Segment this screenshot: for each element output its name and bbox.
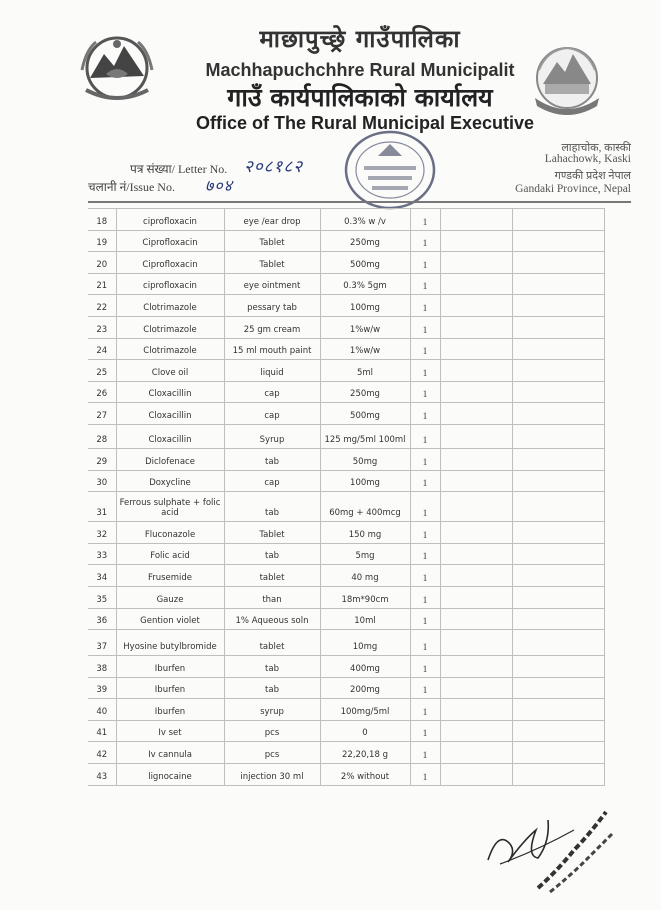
strength-cell: 400mg bbox=[320, 656, 410, 678]
strength-cell: 0 bbox=[320, 720, 410, 742]
serial-number-cell: 20 bbox=[88, 252, 116, 274]
empty-cell bbox=[440, 677, 512, 699]
serial-number-cell: 22 bbox=[88, 295, 116, 317]
medicine-name-cell: Iv set bbox=[116, 720, 224, 742]
dosage-form-cell: Syrup bbox=[224, 424, 320, 448]
empty-cell bbox=[440, 492, 512, 522]
medicine-name-cell: Fluconazole bbox=[116, 522, 224, 544]
address-en-1: Lahachowk, Kaski bbox=[544, 153, 631, 165]
empty-cell bbox=[512, 677, 604, 699]
strength-cell: 10mg bbox=[320, 630, 410, 656]
strength-cell: 5ml bbox=[320, 360, 410, 382]
medicine-name-cell: Iv cannula bbox=[116, 742, 224, 764]
empty-cell bbox=[512, 586, 604, 608]
empty-cell bbox=[440, 316, 512, 338]
dosage-form-cell: injection 30 ml bbox=[224, 764, 320, 786]
strength-cell: 125 mg/5ml 100ml bbox=[320, 424, 410, 448]
dosage-form-cell: liquid bbox=[224, 360, 320, 382]
empty-cell bbox=[440, 522, 512, 544]
dosage-form-cell: than bbox=[224, 586, 320, 608]
medicine-name-cell: Frusemide bbox=[116, 565, 224, 587]
table-row bbox=[88, 586, 604, 608]
dosage-form-cell: Tablet bbox=[224, 230, 320, 252]
medicine-name-cell: Iburfen bbox=[116, 656, 224, 678]
empty-cell bbox=[512, 630, 604, 656]
empty-cell bbox=[512, 252, 604, 274]
serial-number-cell: 43 bbox=[88, 764, 116, 786]
dosage-form-cell: tab bbox=[224, 448, 320, 470]
serial-number-cell: 34 bbox=[88, 565, 116, 587]
quantity-cell: 1 bbox=[410, 273, 440, 295]
dosage-form-cell: cap bbox=[224, 403, 320, 425]
quantity-cell: 1 bbox=[410, 608, 440, 630]
serial-number-cell: 39 bbox=[88, 677, 116, 699]
medicine-name-cell: lignocaine bbox=[116, 764, 224, 786]
table-row bbox=[88, 316, 604, 338]
letter-number-value: २०८१८२ bbox=[244, 157, 304, 177]
empty-cell bbox=[440, 565, 512, 587]
table-row bbox=[88, 522, 604, 544]
quantity-cell: 1 bbox=[410, 699, 440, 721]
issue-number-value: ७०४ bbox=[205, 176, 233, 195]
empty-cell bbox=[512, 492, 604, 522]
strength-cell: 2% without bbox=[320, 764, 410, 786]
dosage-form-cell: tablet bbox=[224, 565, 320, 587]
quantity-cell: 1 bbox=[410, 252, 440, 274]
empty-cell bbox=[440, 424, 512, 448]
empty-cell bbox=[512, 656, 604, 678]
quantity-cell: 1 bbox=[410, 448, 440, 470]
empty-cell bbox=[512, 295, 604, 317]
dosage-form-cell: Tablet bbox=[224, 252, 320, 274]
quantity-cell: 1 bbox=[410, 295, 440, 317]
quantity-cell: 1 bbox=[410, 230, 440, 252]
quantity-cell: 1 bbox=[410, 360, 440, 382]
quantity-cell: 1 bbox=[410, 403, 440, 425]
medicine-name-cell: Clotrimazole bbox=[116, 316, 224, 338]
strength-cell: 100mg bbox=[320, 295, 410, 317]
serial-number-cell: 42 bbox=[88, 742, 116, 764]
empty-cell bbox=[440, 209, 512, 231]
quantity-cell: 1 bbox=[410, 338, 440, 360]
empty-cell bbox=[512, 448, 604, 470]
medicine-table bbox=[88, 208, 605, 786]
address-np-1: लाहाचोक, कास्की bbox=[561, 142, 631, 154]
table-row bbox=[88, 424, 604, 448]
empty-cell bbox=[440, 360, 512, 382]
empty-cell bbox=[440, 403, 512, 425]
strength-cell: 22,20,18 g bbox=[320, 742, 410, 764]
serial-number-cell: 38 bbox=[88, 656, 116, 678]
serial-number-cell: 35 bbox=[88, 586, 116, 608]
medicine-name-cell: Folic acid bbox=[116, 543, 224, 565]
serial-number-cell: 18 bbox=[88, 209, 116, 231]
dosage-form-cell: tab bbox=[224, 492, 320, 522]
serial-number-cell: 24 bbox=[88, 338, 116, 360]
table-row bbox=[88, 381, 604, 403]
strength-cell: 100mg bbox=[320, 470, 410, 492]
strength-cell: 200mg bbox=[320, 677, 410, 699]
dosage-form-cell: pessary tab bbox=[224, 295, 320, 317]
empty-cell bbox=[440, 448, 512, 470]
strength-cell: 500mg bbox=[320, 403, 410, 425]
dosage-form-cell: tab bbox=[224, 543, 320, 565]
table-row bbox=[88, 720, 604, 742]
table-row bbox=[88, 403, 604, 425]
dosage-form-cell: pcs bbox=[224, 742, 320, 764]
empty-cell bbox=[512, 230, 604, 252]
table-row bbox=[88, 209, 604, 231]
serial-number-cell: 27 bbox=[88, 403, 116, 425]
quantity-cell: 1 bbox=[410, 316, 440, 338]
strength-cell: 1%w/w bbox=[320, 338, 410, 360]
quantity-cell: 1 bbox=[410, 209, 440, 231]
medicine-name-cell: Clove oil bbox=[116, 360, 224, 382]
address-np-2: गण्डकी प्रदेश नेपाल bbox=[554, 170, 631, 182]
empty-cell bbox=[440, 656, 512, 678]
signature-icon bbox=[478, 800, 618, 895]
strength-cell: 500mg bbox=[320, 252, 410, 274]
serial-number-cell: 37 bbox=[88, 630, 116, 656]
table-row bbox=[88, 543, 604, 565]
quantity-cell: 1 bbox=[410, 424, 440, 448]
nepal-emblem-icon bbox=[76, 30, 158, 108]
medicine-name-cell: Gauze bbox=[116, 586, 224, 608]
strength-cell: 5mg bbox=[320, 543, 410, 565]
municipality-name-np: माछापुच्छ्रे गाउँपालिका bbox=[259, 24, 461, 53]
strength-cell: 150 mg bbox=[320, 522, 410, 544]
table-row bbox=[88, 295, 604, 317]
empty-cell bbox=[512, 699, 604, 721]
empty-cell bbox=[440, 699, 512, 721]
table-row bbox=[88, 273, 604, 295]
table-row bbox=[88, 764, 604, 786]
medicine-name-cell: ciprofloxacin bbox=[116, 273, 224, 295]
strength-cell: 250mg bbox=[320, 381, 410, 403]
quantity-cell: 1 bbox=[410, 656, 440, 678]
medicine-name-cell: ciprofloxacin bbox=[116, 209, 224, 231]
dosage-form-cell: tab bbox=[224, 656, 320, 678]
strength-cell: 40 mg bbox=[320, 565, 410, 587]
dosage-form-cell: 15 ml mouth paint bbox=[224, 338, 320, 360]
quantity-cell: 1 bbox=[410, 720, 440, 742]
quantity-cell: 1 bbox=[410, 586, 440, 608]
serial-number-cell: 19 bbox=[88, 230, 116, 252]
dosage-form-cell: pcs bbox=[224, 720, 320, 742]
quantity-cell: 1 bbox=[410, 381, 440, 403]
strength-cell: 10ml bbox=[320, 608, 410, 630]
medicine-name-cell: Cloxacillin bbox=[116, 403, 224, 425]
empty-cell bbox=[512, 608, 604, 630]
serial-number-cell: 32 bbox=[88, 522, 116, 544]
medicine-name-cell: Cloxacillin bbox=[116, 424, 224, 448]
table-row bbox=[88, 699, 604, 721]
table-row bbox=[88, 470, 604, 492]
dosage-form-cell: eye ointment bbox=[224, 273, 320, 295]
dosage-form-cell: cap bbox=[224, 470, 320, 492]
empty-cell bbox=[440, 295, 512, 317]
serial-number-cell: 28 bbox=[88, 424, 116, 448]
quantity-cell: 1 bbox=[410, 522, 440, 544]
quantity-cell: 1 bbox=[410, 492, 440, 522]
serial-number-cell: 21 bbox=[88, 273, 116, 295]
empty-cell bbox=[512, 316, 604, 338]
strength-cell: 250mg bbox=[320, 230, 410, 252]
serial-number-cell: 23 bbox=[88, 316, 116, 338]
dosage-form-cell: Tablet bbox=[224, 522, 320, 544]
table-row bbox=[88, 360, 604, 382]
empty-cell bbox=[512, 742, 604, 764]
empty-cell bbox=[440, 720, 512, 742]
dosage-form-cell: syrup bbox=[224, 699, 320, 721]
medicine-name-cell: Iburfen bbox=[116, 677, 224, 699]
medicine-name-cell: Ferrous sulphate + folic acid bbox=[116, 492, 224, 522]
serial-number-cell: 33 bbox=[88, 543, 116, 565]
strength-cell: 1%w/w bbox=[320, 316, 410, 338]
empty-cell bbox=[440, 470, 512, 492]
empty-cell bbox=[512, 470, 604, 492]
strength-cell: 0.3% w /v bbox=[320, 209, 410, 231]
table-row bbox=[88, 742, 604, 764]
empty-cell bbox=[512, 273, 604, 295]
dosage-form-cell: 1% Aqueous soln bbox=[224, 608, 320, 630]
issue-number-label: चलानी नं/Issue No. bbox=[88, 180, 175, 194]
dosage-form-cell: cap bbox=[224, 381, 320, 403]
header-divider bbox=[88, 201, 631, 203]
serial-number-cell: 36 bbox=[88, 608, 116, 630]
empty-cell bbox=[440, 586, 512, 608]
office-name-np: गाउँ कार्यपालिकाको कार्यालय bbox=[227, 83, 493, 112]
serial-number-cell: 26 bbox=[88, 381, 116, 403]
empty-cell bbox=[440, 764, 512, 786]
table-row bbox=[88, 448, 604, 470]
serial-number-cell: 31 bbox=[88, 492, 116, 522]
empty-cell bbox=[440, 338, 512, 360]
empty-cell bbox=[440, 273, 512, 295]
serial-number-cell: 41 bbox=[88, 720, 116, 742]
medicine-name-cell: Doxycline bbox=[116, 470, 224, 492]
dosage-form-cell: eye /ear drop bbox=[224, 209, 320, 231]
medicine-name-cell: Ciprofloxacin bbox=[116, 252, 224, 274]
table-row bbox=[88, 608, 604, 630]
dosage-form-cell: tab bbox=[224, 677, 320, 699]
medicine-name-cell: Gention violet bbox=[116, 608, 224, 630]
serial-number-cell: 30 bbox=[88, 470, 116, 492]
medicine-name-cell: Clotrimazole bbox=[116, 338, 224, 360]
empty-cell bbox=[512, 720, 604, 742]
empty-cell bbox=[512, 360, 604, 382]
medicine-name-cell: Iburfen bbox=[116, 699, 224, 721]
address-en-2: Gandaki Province, Nepal bbox=[515, 183, 631, 195]
empty-cell bbox=[512, 403, 604, 425]
office-name-en: Office of The Rural Municipal Executive bbox=[195, 113, 535, 133]
empty-cell bbox=[440, 630, 512, 656]
table-row bbox=[88, 630, 604, 656]
quantity-cell: 1 bbox=[410, 764, 440, 786]
strength-cell: 0.3% 5gm bbox=[320, 273, 410, 295]
empty-cell bbox=[440, 742, 512, 764]
medicine-name-cell: Diclofenace bbox=[116, 448, 224, 470]
empty-cell bbox=[512, 764, 604, 786]
serial-number-cell: 40 bbox=[88, 699, 116, 721]
medicine-name-cell: Cloxacillin bbox=[116, 381, 224, 403]
table-row bbox=[88, 252, 604, 274]
dosage-form-cell: 25 gm cream bbox=[224, 316, 320, 338]
table-row bbox=[88, 230, 604, 252]
strength-cell: 100mg/5ml bbox=[320, 699, 410, 721]
medicine-name-cell: Clotrimazole bbox=[116, 295, 224, 317]
serial-number-cell: 29 bbox=[88, 448, 116, 470]
quantity-cell: 1 bbox=[410, 742, 440, 764]
medicine-name-cell: Hyosine butylbromide bbox=[116, 630, 224, 656]
quantity-cell: 1 bbox=[410, 543, 440, 565]
quantity-cell: 1 bbox=[410, 565, 440, 587]
table-row bbox=[88, 338, 604, 360]
empty-cell bbox=[512, 565, 604, 587]
empty-cell bbox=[440, 608, 512, 630]
quantity-cell: 1 bbox=[410, 630, 440, 656]
serial-number-cell: 25 bbox=[88, 360, 116, 382]
strength-cell: 60mg + 400mcg bbox=[320, 492, 410, 522]
empty-cell bbox=[440, 543, 512, 565]
empty-cell bbox=[512, 338, 604, 360]
strength-cell: 18m*90cm bbox=[320, 586, 410, 608]
empty-cell bbox=[440, 230, 512, 252]
letter-number-label: पत्र संख्या/ Letter No. bbox=[130, 162, 228, 176]
empty-cell bbox=[512, 209, 604, 231]
dosage-form-cell: tablet bbox=[224, 630, 320, 656]
table-row bbox=[88, 677, 604, 699]
strength-cell: 50mg bbox=[320, 448, 410, 470]
empty-cell bbox=[512, 381, 604, 403]
table-row bbox=[88, 656, 604, 678]
table-row bbox=[88, 492, 604, 522]
empty-cell bbox=[440, 252, 512, 274]
empty-cell bbox=[512, 424, 604, 448]
quantity-cell: 1 bbox=[410, 677, 440, 699]
empty-cell bbox=[440, 381, 512, 403]
municipality-name-en: Machhapuchchhre Rural Municipalit bbox=[205, 60, 515, 80]
medicine-name-cell: Ciprofloxacin bbox=[116, 230, 224, 252]
table-row bbox=[88, 565, 604, 587]
empty-cell bbox=[512, 543, 604, 565]
empty-cell bbox=[512, 522, 604, 544]
quantity-cell: 1 bbox=[410, 470, 440, 492]
